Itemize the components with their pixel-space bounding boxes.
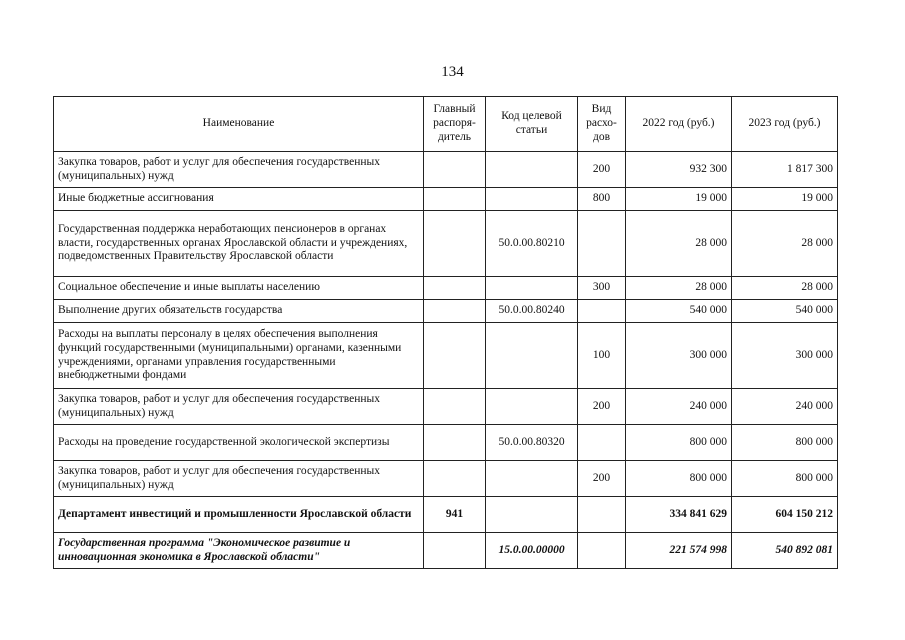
header-year-2022: 2022 год (руб.) <box>626 97 732 152</box>
row-2022: 28 000 <box>626 211 732 277</box>
row-2022: 800 000 <box>626 461 732 497</box>
table-row <box>54 497 838 533</box>
row-name: Выполнение других обязательств государства <box>54 300 424 323</box>
row-type <box>578 300 626 323</box>
row-2022: 240 000 <box>626 389 732 425</box>
row-2023: 19 000 <box>732 188 838 211</box>
row-manager <box>424 389 486 425</box>
row-manager <box>424 323 486 389</box>
row-code <box>486 389 578 425</box>
row-2023: 240 000 <box>732 389 838 425</box>
row-manager <box>424 188 486 211</box>
row-2023: 300 000 <box>732 323 838 389</box>
row-name: Государственная программа "Экономическое развитие и инновационная экономика в Ярославской области" <box>54 533 424 569</box>
row-2023: 800 000 <box>732 461 838 497</box>
row-2022: 221 574 998 <box>626 533 732 569</box>
table-row <box>54 152 838 188</box>
header-manager: Главный распоря-дитель <box>424 97 486 152</box>
table-row <box>54 300 838 323</box>
table-row <box>54 323 838 389</box>
header-expense-type: Вид расхо-дов <box>578 97 626 152</box>
row-manager <box>424 533 486 569</box>
row-code <box>486 188 578 211</box>
row-2022: 800 000 <box>626 425 732 461</box>
row-type <box>578 533 626 569</box>
row-manager <box>424 461 486 497</box>
row-type <box>578 211 626 277</box>
row-manager <box>424 152 486 188</box>
row-2022: 28 000 <box>626 277 732 300</box>
row-name: Расходы на проведение государственной экологической экспертизы <box>54 425 424 461</box>
row-2023: 800 000 <box>732 425 838 461</box>
row-manager <box>424 211 486 277</box>
row-name: Департамент инвестиций и промышленности Ярославской области <box>54 497 424 533</box>
header-target-code: Код целевой статьи <box>486 97 578 152</box>
row-2022: 300 000 <box>626 323 732 389</box>
row-code <box>486 277 578 300</box>
page-number: 134 <box>441 64 464 80</box>
row-type: 200 <box>578 152 626 188</box>
row-2023: 28 000 <box>732 277 838 300</box>
row-manager <box>424 300 486 323</box>
row-type <box>578 497 626 533</box>
row-type: 100 <box>578 323 626 389</box>
row-2023: 604 150 212 <box>732 497 838 533</box>
table-row <box>54 461 838 497</box>
row-2022: 334 841 629 <box>626 497 732 533</box>
row-type: 200 <box>578 461 626 497</box>
row-name: Закупка товаров, работ и услуг для обеспечения государственных (муниципальных) нужд <box>54 389 424 425</box>
row-manager <box>424 425 486 461</box>
table-row <box>54 533 838 569</box>
row-name: Социальное обеспечение и иные выплаты населению <box>54 277 424 300</box>
row-2023: 1 817 300 <box>732 152 838 188</box>
row-name: Закупка товаров, работ и услуг для обеспечения государственных (муниципальных) нужд <box>54 461 424 497</box>
row-2022: 19 000 <box>626 188 732 211</box>
row-name: Государственная поддержка неработающих пенсионеров в органах власти, государственных органах Ярославской области и учреждениях, подведомственных Правительству Ярославской области <box>54 211 424 277</box>
header-name: Наименование <box>54 97 424 152</box>
row-2022: 540 000 <box>626 300 732 323</box>
table-header-row <box>54 97 838 152</box>
row-type <box>578 425 626 461</box>
row-name: Иные бюджетные ассигнования <box>54 188 424 211</box>
row-2023: 540 892 081 <box>732 533 838 569</box>
row-code <box>486 461 578 497</box>
row-type: 800 <box>578 188 626 211</box>
row-2022: 932 300 <box>626 152 732 188</box>
table-row <box>54 389 838 425</box>
row-code: 15.0.00.00000 <box>486 533 578 569</box>
table-row <box>54 425 838 461</box>
row-code: 50.0.00.80320 <box>486 425 578 461</box>
table-row <box>54 211 838 277</box>
row-name: Закупка товаров, работ и услуг для обеспечения государственных (муниципальных) нужд <box>54 152 424 188</box>
row-code: 50.0.00.80240 <box>486 300 578 323</box>
row-2023: 28 000 <box>732 211 838 277</box>
row-2023: 540 000 <box>732 300 838 323</box>
row-code <box>486 152 578 188</box>
row-type: 200 <box>578 389 626 425</box>
table-row <box>54 188 838 211</box>
row-code <box>486 497 578 533</box>
row-code <box>486 323 578 389</box>
row-manager <box>424 277 486 300</box>
row-type: 300 <box>578 277 626 300</box>
row-manager: 941 <box>424 497 486 533</box>
table-row <box>54 277 838 300</box>
budget-table <box>53 96 838 569</box>
header-year-2023: 2023 год (руб.) <box>732 97 838 152</box>
row-code: 50.0.00.80210 <box>486 211 578 277</box>
row-name: Расходы на выплаты персоналу в целях обеспечения выполнения функций государственными (муниципальными) органами, казенными учреждениями, органами управления государственными внебюджетными фондами <box>54 323 424 389</box>
